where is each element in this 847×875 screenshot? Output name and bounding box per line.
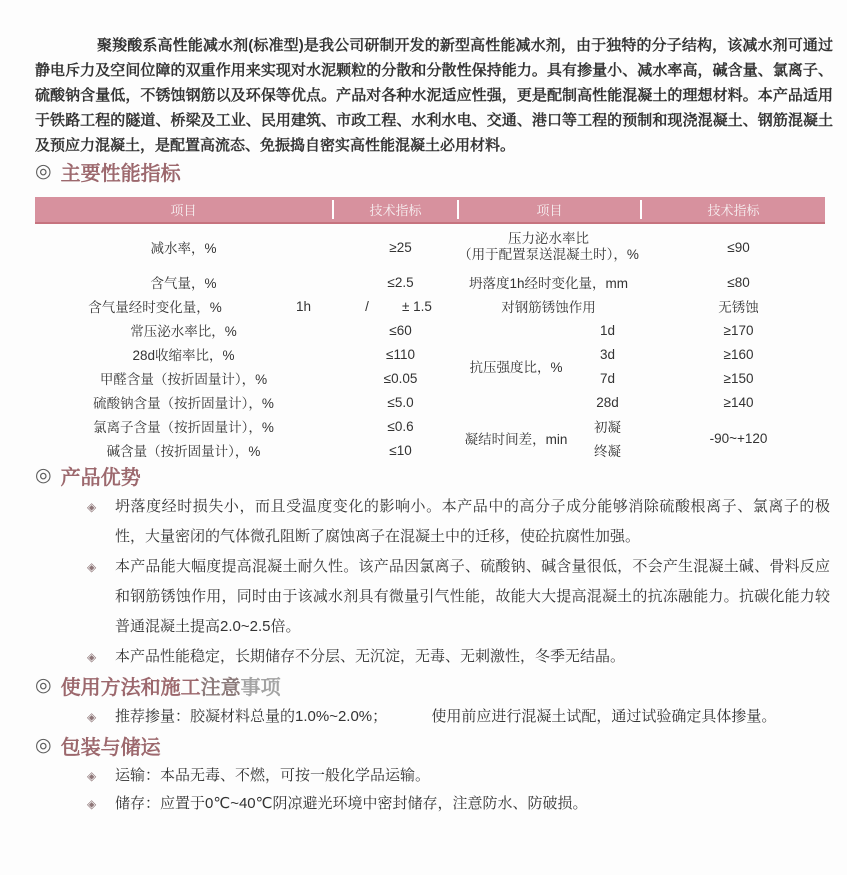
strength-value: ≥160: [723, 346, 754, 362]
row-value: ≤5.0: [387, 394, 414, 410]
packaging-item: [85, 790, 830, 818]
usage-list: [85, 702, 830, 732]
section-marker-icon: ◎: [35, 734, 52, 756]
advantages-list: [85, 492, 830, 672]
setting-time-group: [457, 414, 825, 462]
table-body: [35, 224, 825, 462]
table-row: [35, 224, 457, 270]
packaging-text: 运输：本品无毒、不燃，可按一般化学品运输。: [115, 767, 431, 784]
table-header-row: [35, 197, 825, 224]
section-marker-icon: ◎: [35, 464, 52, 486]
table-right-half: [457, 224, 825, 462]
setting-final: 终凝: [594, 444, 621, 459]
row-item: 常压泌水率比，%: [130, 324, 237, 339]
row-value: ≤0.6: [387, 418, 414, 434]
section-title: 产品优势: [60, 466, 141, 489]
row-value: ≥25: [389, 239, 412, 255]
bullet-diamond-icon: ◈: [87, 797, 97, 811]
strength-value: ≥140: [723, 394, 754, 410]
row-item: 坍落度1h经时变化量，mm: [468, 276, 628, 291]
table-row: [35, 270, 457, 294]
strength-value: ≥150: [723, 370, 754, 386]
row-value: ≤10: [389, 442, 412, 458]
setting-value: -90~+120: [709, 430, 768, 446]
table-row-pressure-bleeding: [457, 224, 825, 270]
section-title: 主要性能指标: [60, 162, 181, 185]
usage-title-mid: 注意: [200, 676, 241, 699]
bullet-diamond-icon: ◈: [87, 769, 97, 783]
row-item: 减水率，%: [150, 241, 217, 256]
packaging-list: [85, 762, 830, 818]
row-value: ≤0.05: [383, 370, 418, 386]
table-row: [35, 318, 457, 342]
section-title: [61, 671, 281, 700]
advantage-item: [85, 492, 830, 552]
table-row: [35, 438, 457, 462]
intro-paragraph: 聚羧酸系高性能减水剂(标准型)是我公司研制开发的新型高性能减水剂，由于独特的分子结构，该减水剂可通过静电斥力及空间位障的双重作用来实现对水泥颗粒的分散和分散性保持能力。具有掺量小、减水率高，碱含量、氯离子、硫酸钠含量低，不锈蚀钢筋以及环保等优点。产品对各种水泥适应性强，更是配制高性能混凝土的理想材料。本产品适用于铁路工程的隧道、桥梁及工业、民用建筑、市政工程、水利水电、交通、港口等工程的预制和现浇混凝土、钢筋混凝土及预应力混凝土，是配置高流态、免振捣自密实高性能混凝土必用材料。: [35, 37, 833, 154]
row-value: 无锈蚀: [718, 300, 759, 315]
row-item: [457, 231, 640, 263]
section-marker-icon: ◎: [35, 674, 52, 696]
row-item: 含气量经时变化量，%: [88, 300, 222, 315]
strength-group-label: 抗压强度比，%: [469, 360, 563, 375]
packaging-text: 储存：应置于0℃~40℃阴凉避光环境中密封储存，注意防水、防破损。: [115, 795, 588, 812]
advantage-item: [85, 552, 830, 642]
usage-item: [85, 702, 830, 732]
age-cell: 7d: [599, 370, 616, 386]
table-row: [35, 390, 457, 414]
row-item: 对钢筋锈蚀作用: [501, 300, 596, 315]
usage-title-main: 使用方法和施工: [60, 676, 201, 699]
strength-value-column: [640, 318, 825, 414]
age-cell: 1d: [599, 322, 616, 338]
row-value: ≤80: [727, 274, 750, 290]
setting-group-label: 凝结时间差，min: [464, 432, 568, 447]
usage-note: 使用前应进行混凝土试配，通过试验确定具体掺量。: [431, 708, 777, 725]
setting-sub-column: [575, 414, 640, 462]
section-heading-performance: [35, 158, 847, 184]
table-left-half: [35, 224, 457, 462]
row-value: ≤90: [727, 239, 750, 255]
advantage-text: 本产品能大幅度提高混凝土耐久性。该产品因氯离子、硫酸钠、碱含量很低，不会产生混凝土碱、骨料反应和钢筋锈蚀作用，同时由于该减水剂具有微量引气性能，故能大大提高混凝土的抗冻融能力。抗碳化能力较普通混凝土提高2.0~2.5倍。: [115, 558, 830, 635]
row-value: ≤110: [386, 346, 415, 362]
bullet-diamond-icon: ◈: [87, 560, 97, 574]
usage-dosage: 推荐掺量：胶凝材料总量的1.0%~2.0%；: [115, 708, 388, 725]
row-item-line1: 压力泌水率比: [508, 231, 589, 246]
advantage-item: [85, 642, 830, 672]
row-sub-label: 1h: [295, 298, 312, 314]
header-cell-item-left: 项目: [170, 203, 197, 218]
row-value: ± 1.5: [402, 298, 432, 314]
advantage-text: 坍落度经时损失小，而且受温度变化的影响小。本产品中的高分子成分能够消除硫酸根离子、氯离子的极性，大量密闭的气体微孔阻断了腐蚀离子在混凝土中的迁移，使砼抗腐性加强。: [115, 498, 830, 545]
bullet-diamond-icon: ◈: [87, 710, 97, 724]
setting-initial: 初凝: [594, 420, 621, 435]
section-title: 包装与储运: [60, 736, 161, 759]
age-cell: 28d: [596, 394, 619, 410]
row-slash: /: [365, 298, 369, 314]
packaging-item: [85, 762, 830, 790]
section-heading-usage: [35, 672, 847, 698]
row-item: 碱含量（按折固量计），%: [106, 444, 261, 459]
row-item-line2: （用于配置泵送混凝土时），%: [458, 247, 639, 262]
section-marker-icon: ◎: [35, 160, 52, 182]
row-item: 含气量，%: [150, 276, 217, 291]
row-item: 28d收缩率比，%: [132, 348, 235, 363]
age-cell: 3d: [599, 346, 616, 362]
row-item: 氯离子含量（按折固量计），%: [93, 420, 274, 435]
section-heading-advantages: [35, 462, 847, 488]
strength-ratio-group: [457, 318, 825, 414]
bullet-diamond-icon: ◈: [87, 500, 97, 514]
header-cell-spec-left: 技术指标: [332, 200, 457, 219]
table-row: [457, 270, 825, 294]
table-row: [457, 294, 825, 318]
section-heading-packaging: [35, 732, 847, 758]
table-row: [35, 414, 457, 438]
table-row-air-change: [35, 294, 457, 318]
bullet-diamond-icon: ◈: [87, 650, 97, 664]
table-row: [35, 366, 457, 390]
header-cell-item-right: 项目: [457, 200, 640, 219]
row-item: 甲醛含量（按折固量计），%: [99, 372, 268, 387]
strength-age-column: [575, 318, 640, 414]
advantage-text: 本产品性能稳定，长期储存不分层、无沉淀，无毒、无刺激性，冬季无结晶。: [115, 648, 626, 665]
row-item: 硫酸钠含量（按折固量计），%: [93, 396, 274, 411]
row-value: ≤60: [389, 322, 412, 338]
table-row: [35, 342, 457, 366]
header-cell-spec-right: 技术指标: [640, 200, 825, 219]
usage-title-faded: 事项: [240, 676, 281, 699]
row-value: ≤2.5: [387, 274, 414, 290]
performance-table: [35, 197, 825, 462]
strength-value: ≥170: [723, 322, 754, 338]
